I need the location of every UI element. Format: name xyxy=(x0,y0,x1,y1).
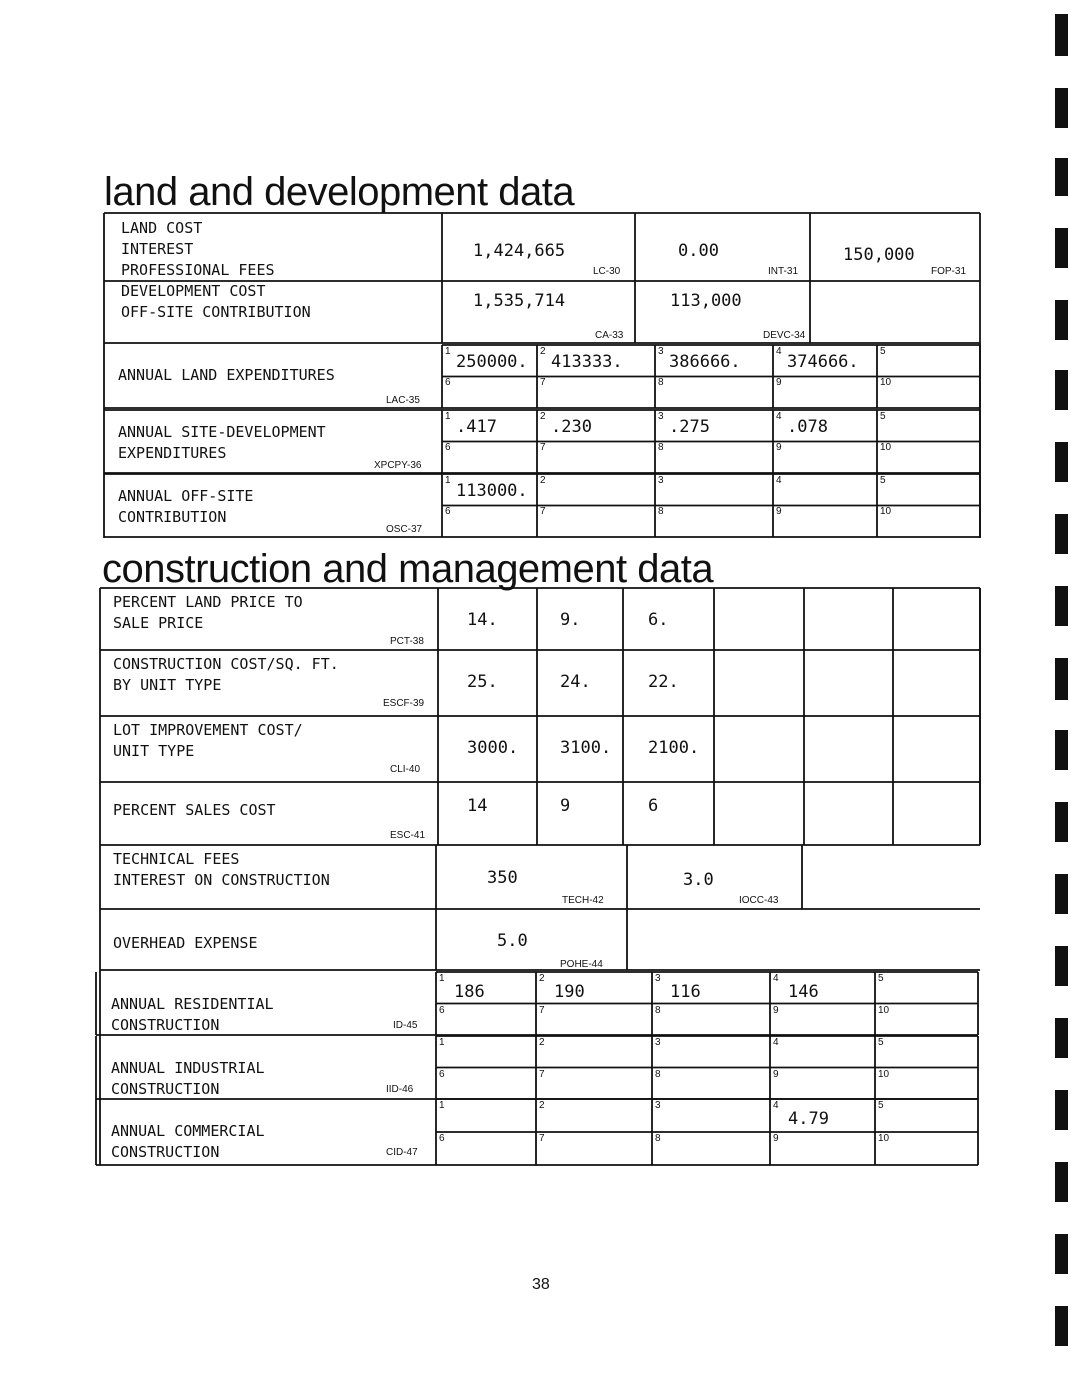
label-line: ANNUAL COMMERCIAL xyxy=(111,1122,265,1140)
cell-value: .230 xyxy=(551,417,592,437)
cell-number: 8 xyxy=(655,1133,661,1144)
cell-number: 8 xyxy=(655,1004,661,1016)
cell-number: 7 xyxy=(540,442,546,453)
cell-number: 9 xyxy=(773,1004,779,1016)
construction-annual-label xyxy=(111,1121,265,1163)
margin-bar xyxy=(1055,946,1068,986)
cell-number: 5 xyxy=(878,1100,884,1111)
cell-number: 6 xyxy=(445,377,451,388)
row-code: ESC-41 xyxy=(390,830,426,841)
label-line: UNIT TYPE xyxy=(113,742,195,760)
professional-fees-value: 150,000 xyxy=(843,245,915,265)
cell-value: 413333. xyxy=(551,352,623,372)
cell-number: 4 xyxy=(776,346,782,357)
label-line: ANNUAL SITE-DEVELOPMENT xyxy=(118,423,326,441)
code-int: INT-31 xyxy=(768,266,799,277)
label-line: EXPENDITURES xyxy=(118,444,227,462)
label-line: ANNUAL OFF-SITE xyxy=(118,487,254,505)
cell-number: 4 xyxy=(773,1100,779,1111)
cell-number: 1 xyxy=(439,1100,445,1111)
cell-number: 6 xyxy=(439,1133,445,1144)
margin-bar xyxy=(1055,658,1068,700)
overhead-value: 5.0 xyxy=(497,931,528,951)
cell-number: 1 xyxy=(439,1037,445,1048)
cell-value: 374666. xyxy=(787,352,859,372)
label-line: ANNUAL LAND EXPENDITURES xyxy=(118,366,335,384)
cell-number: 6 xyxy=(445,442,451,453)
cell-number: 9 xyxy=(776,506,782,517)
row-code: CID-47 xyxy=(386,1147,418,1158)
margin-bar xyxy=(1055,370,1068,410)
margin-bar xyxy=(1055,228,1068,268)
cell-value: .275 xyxy=(669,417,710,437)
margin-bar xyxy=(1055,300,1068,340)
construction-row-label xyxy=(113,800,276,821)
cell-number: 1 xyxy=(445,475,451,486)
margin-bar xyxy=(1055,158,1068,196)
label-line: ANNUAL RESIDENTIAL xyxy=(111,995,274,1013)
interest-on-construction-value: 3.0 xyxy=(683,870,714,890)
cell-number: 4 xyxy=(776,475,782,486)
section-title-land: land and development data xyxy=(104,170,575,214)
code-lc: LC-30 xyxy=(593,266,621,277)
cell-number: 2 xyxy=(540,346,546,357)
code-tech: TECH-42 xyxy=(562,895,604,906)
land-annual-label xyxy=(118,365,335,386)
cell-number: 3 xyxy=(658,411,664,422)
cell-number: 3 xyxy=(655,973,661,984)
cell-number: 2 xyxy=(539,1100,545,1111)
label-line: PERCENT LAND PRICE TO xyxy=(113,593,303,611)
label-line: BY UNIT TYPE xyxy=(113,676,222,694)
cell-value: 2100. xyxy=(648,738,700,758)
page-number: 38 xyxy=(532,1276,550,1293)
cell-number: 7 xyxy=(540,377,546,388)
construction-row-label xyxy=(113,720,303,762)
row-code: XPCPY-36 xyxy=(374,460,422,471)
cell-number: 5 xyxy=(880,475,886,486)
code-devc: DEVC-34 xyxy=(763,330,806,341)
cell-number: 7 xyxy=(540,506,546,517)
cell-number: 10 xyxy=(878,1068,890,1080)
cell-value: 22. xyxy=(648,672,679,692)
cell-value: 190 xyxy=(554,982,585,1002)
off-site-contribution-value: 113,000 xyxy=(670,291,742,311)
cell-value: 3100. xyxy=(560,738,612,758)
code-fop: FOP-31 xyxy=(931,266,967,277)
technical-fees-label: TECHNICAL FEES xyxy=(113,850,240,868)
margin-bar xyxy=(1055,88,1068,128)
professional-fees-label: PROFESSIONAL FEES xyxy=(121,261,275,279)
label-line: ANNUAL INDUSTRIAL xyxy=(111,1059,265,1077)
code-pohe: POHE-44 xyxy=(560,959,603,970)
cell-number: 6 xyxy=(439,1068,445,1080)
cell-value: 386666. xyxy=(669,352,741,372)
label-line: PERCENT SALES COST xyxy=(113,801,276,819)
margin-bar xyxy=(1055,442,1068,482)
development-cost-label: DEVELOPMENT COST xyxy=(121,282,266,300)
cell-number: 5 xyxy=(880,346,886,357)
label-line: LOT IMPROVEMENT COST/ xyxy=(113,721,303,739)
margin-bar xyxy=(1055,586,1068,626)
cell-number: 4 xyxy=(773,973,779,984)
cell-value: 113000. xyxy=(456,481,528,501)
cell-value: 3000. xyxy=(467,738,519,758)
cell-number: 9 xyxy=(773,1068,779,1080)
row-code: PCT-38 xyxy=(390,636,424,647)
land-cost-value: 1,424,665 xyxy=(473,241,566,261)
label-line: CONSTRUCTION xyxy=(111,1016,220,1034)
cell-value: 116 xyxy=(670,982,701,1002)
overhead-label: OVERHEAD EXPENSE xyxy=(113,934,258,952)
cell-number: 9 xyxy=(776,442,782,453)
cell-number: 3 xyxy=(655,1100,661,1111)
cell-number: 1 xyxy=(445,346,451,357)
cell-value: 4.79 xyxy=(788,1109,829,1129)
cell-number: 2 xyxy=(540,475,546,486)
cell-number: 3 xyxy=(658,475,664,486)
row-code: ID-45 xyxy=(393,1020,418,1031)
cell-number: 1 xyxy=(445,411,451,422)
cell-number: 2 xyxy=(539,1037,545,1048)
cell-value: 14. xyxy=(467,610,498,630)
row-code: CLI-40 xyxy=(390,764,421,775)
cell-value: 9 xyxy=(560,796,571,816)
margin-bar xyxy=(1055,874,1068,914)
cell-number: 4 xyxy=(773,1037,779,1048)
margin-bar xyxy=(1055,1018,1068,1058)
code-ca: CA-33 xyxy=(595,330,624,341)
tech-labels xyxy=(113,849,330,891)
cell-value: 24. xyxy=(560,672,591,692)
cell-number: 1 xyxy=(439,973,445,984)
technical-fees-value: 350 xyxy=(487,868,518,888)
cell-value: 6 xyxy=(648,796,659,816)
construction-annual-label xyxy=(111,994,274,1036)
row-code: OSC-37 xyxy=(386,524,423,535)
cell-number: 2 xyxy=(540,411,546,422)
cell-number: 10 xyxy=(880,377,892,388)
cell-value: 250000. xyxy=(456,352,528,372)
cell-number: 8 xyxy=(658,377,664,388)
cell-number: 9 xyxy=(773,1133,779,1144)
cell-number: 4 xyxy=(776,411,782,422)
cell-value: 146 xyxy=(788,982,819,1002)
construction-row-label xyxy=(113,654,339,696)
margin-bar xyxy=(1055,1090,1068,1130)
row-code: ESCF-39 xyxy=(383,698,425,709)
land-cost-labels xyxy=(121,218,275,281)
margin-bar xyxy=(1055,730,1068,770)
margin-bar xyxy=(1055,14,1068,56)
land-annual-label xyxy=(118,486,253,528)
cell-value: .417 xyxy=(456,417,497,437)
cell-value: 9. xyxy=(560,610,581,630)
land-annual-label xyxy=(118,422,326,464)
cell-number: 6 xyxy=(445,506,451,517)
cell-number: 7 xyxy=(539,1004,545,1016)
margin-bar xyxy=(1055,1234,1068,1274)
interest-value: 0.00 xyxy=(678,241,719,261)
cell-number: 5 xyxy=(880,411,886,422)
margin-bar xyxy=(1055,1306,1068,1346)
label-line: CONSTRUCTION xyxy=(111,1143,220,1161)
interest-on-construction-label: INTEREST ON CONSTRUCTION xyxy=(113,871,330,889)
cell-number: 8 xyxy=(658,442,664,453)
cell-number: 5 xyxy=(878,1037,884,1048)
cell-number: 10 xyxy=(880,506,892,517)
label-line: CONSTRUCTION COST/SQ. FT. xyxy=(113,655,339,673)
cell-number: 10 xyxy=(880,442,892,453)
section-title-construction: construction and management data xyxy=(102,547,714,591)
cell-value: 186 xyxy=(454,982,485,1002)
cell-number: 8 xyxy=(658,506,664,517)
cell-number: 7 xyxy=(539,1133,545,1144)
margin-bar xyxy=(1055,802,1068,842)
cell-value: 6. xyxy=(648,610,669,630)
cell-number: 9 xyxy=(776,377,782,388)
off-site-contribution-label: OFF-SITE CONTRIBUTION xyxy=(121,303,311,321)
code-iocc: IOCC-43 xyxy=(739,895,779,906)
cell-value: 14 xyxy=(467,796,488,816)
label-line: CONTRIBUTION xyxy=(118,508,227,526)
margin-bar xyxy=(1055,514,1068,554)
construction-row-label xyxy=(113,592,303,634)
cell-number: 3 xyxy=(655,1037,661,1048)
cell-number: 5 xyxy=(878,973,884,984)
cell-number: 8 xyxy=(655,1068,661,1080)
cell-number: 3 xyxy=(658,346,664,357)
development-cost-value: 1,535,714 xyxy=(473,291,566,311)
cell-number: 10 xyxy=(878,1004,890,1016)
cell-number: 6 xyxy=(439,1004,445,1016)
row-code: IID-46 xyxy=(386,1084,414,1095)
label-line: SALE PRICE xyxy=(113,614,204,632)
development-labels xyxy=(121,281,311,323)
cell-number: 10 xyxy=(878,1133,890,1144)
cell-value: 25. xyxy=(467,672,498,692)
construction-annual-label xyxy=(111,1058,265,1100)
row-code: LAC-35 xyxy=(386,395,420,406)
cell-number: 2 xyxy=(539,973,545,984)
margin-bar xyxy=(1055,1162,1068,1202)
label-line: CONSTRUCTION xyxy=(111,1080,220,1098)
interest-label: INTEREST xyxy=(121,240,194,258)
cell-number: 7 xyxy=(539,1068,545,1080)
land-cost-label: LAND COST xyxy=(121,219,203,237)
cell-value: .078 xyxy=(787,417,828,437)
